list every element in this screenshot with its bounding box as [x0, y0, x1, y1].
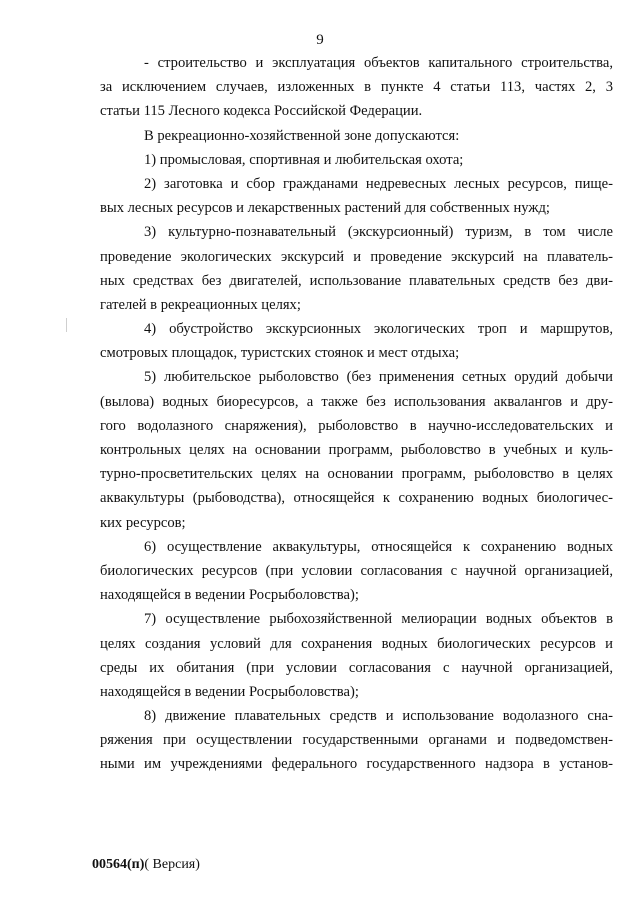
margin-mark: [66, 318, 67, 332]
text-line: ряжения при осуществлении государственными органами и подведомствен-: [100, 732, 613, 749]
document-code: 00564(п): [92, 857, 145, 872]
text-line: 7) осуществление рыбохозяйственной мелиорации водных объектов в: [144, 611, 613, 628]
text-line: В рекреационно-хозяйственной зоне допускаются:: [144, 127, 460, 144]
text-line: целях создания условий для сохранения водных биологических ресурсов и: [100, 635, 613, 652]
text-line: за исключением случаев, изложенных в пункте 4 статьи 113, частях 2, 3: [100, 79, 613, 96]
text-line: 5) любительское рыболовство (без применения сетных орудий добычи: [144, 369, 613, 386]
text-line: турно-просветительских целях на основании программ, рыболовство в целях: [100, 466, 613, 483]
text-line: 3) культурно-познавательный (экскурсионный) туризм, в том числе: [144, 224, 613, 241]
page-number: 9: [316, 32, 324, 48]
text-line: ных средствах без двигателей, использование плавательных средств без дви-: [100, 272, 613, 289]
text-line: 8) движение плавательных средств и использование водолазного сна-: [144, 708, 613, 725]
text-line: гателей в рекреационных целях;: [100, 296, 301, 313]
text-line: смотровых площадок, туристских стоянок и мест отдыха;: [100, 345, 460, 362]
text-line: вых лесных ресурсов и лекарственных растений для собственных нужд;: [100, 200, 550, 217]
text-line: - строительство и эксплуатация объектов капитального строительства,: [144, 55, 613, 71]
text-line: 1) промысловая, спортивная и любительская охота;: [144, 151, 464, 168]
text-line: среды их обитания (при условии согласования с научной организацией,: [100, 659, 613, 676]
text-line: биологических ресурсов (при условии согласования с научной организацией,: [100, 562, 613, 579]
text-line: 6) осуществление аквакультуры, относящейся к сохранению водных: [144, 538, 613, 555]
text-line: ких ресурсов;: [100, 514, 186, 531]
document-version-label: ( Версия): [144, 857, 200, 872]
text-line: находящейся в ведении Росрыболовства);: [100, 587, 359, 604]
text-line: находящейся в ведении Росрыболовства);: [100, 683, 359, 700]
text-line: статьи 115 Лесного кодекса Российской Федерации.: [100, 103, 423, 120]
document-footer: [92, 857, 200, 873]
text-line: контрольных целях на основании программ, рыболовство в учебных и куль-: [100, 442, 613, 458]
text-line: (вылова) водных биоресурсов, а также без использования аквалангов и дру-: [100, 393, 613, 410]
text-line: проведение экологических экскурсий и проведение экскурсий на плаватель-: [100, 248, 613, 265]
text-line: гого водолазного снаряжения), рыболовство в научно-исследовательских и: [100, 417, 613, 434]
text-line: аквакультуры (рыбоводства), относящейся к сохранению водных биологичес-: [100, 490, 613, 507]
text-line: 2) заготовка и сбор гражданами недревесных лесных ресурсов, пище-: [144, 175, 613, 192]
body-text: [100, 51, 613, 777]
text-line: 4) обустройство экскурсионных экологических троп и маршрутов,: [144, 321, 613, 338]
text-line: ными им учреждениями федерального государственного надзора в установ-: [100, 756, 613, 773]
